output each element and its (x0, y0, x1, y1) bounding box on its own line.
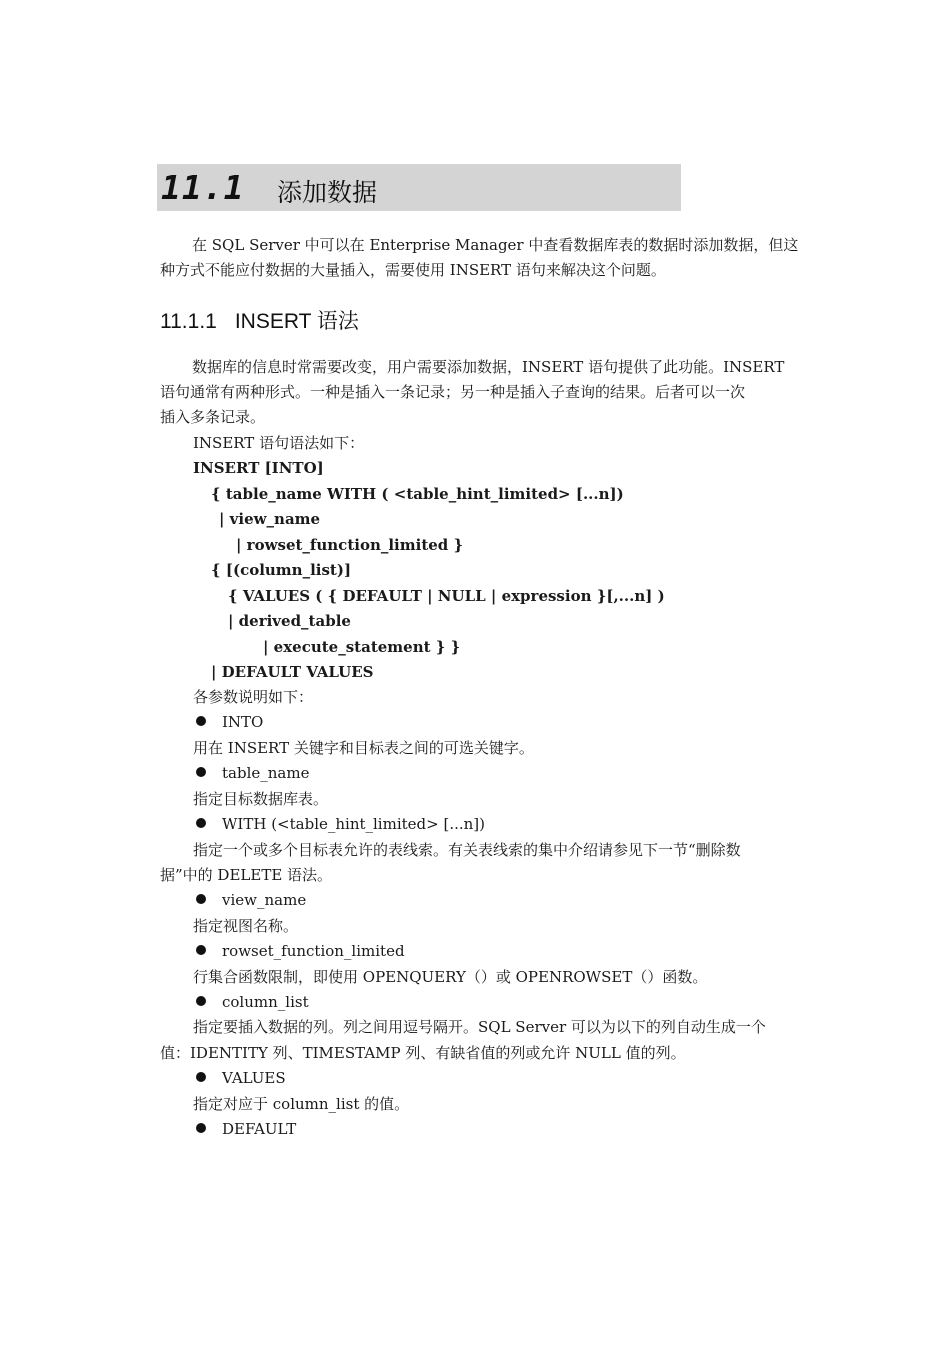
param-description: 指定一个或多个目标表允许的表线索。有关表线索的集中介绍请参见下一节“删除数 (193, 841, 741, 859)
param-description: 指定要插入数据的列。列之间用逗号隔开。SQL Server 可以为以下的列自动生成一个 (193, 1018, 766, 1036)
syntax-line: { table_name WITH ( <table_hint_limited> [...n]) (211, 485, 624, 503)
param-bullet: VALUES (196, 1066, 286, 1091)
param-description: 据”中的 DELETE 语法。 (160, 866, 333, 884)
bullet-dot-icon (196, 1072, 206, 1082)
section-number: 11.1 (161, 168, 245, 207)
param-bullet: column_list (196, 990, 309, 1015)
section-heading-bar (157, 164, 681, 211)
syntax-line: | derived_table (228, 612, 351, 630)
subsection-title: INSERT 语法 (234, 310, 359, 333)
param-bullet: DEFAULT (196, 1117, 296, 1142)
param-description: 指定对应于 column_list 的值。 (193, 1095, 410, 1113)
intro-line-1: 在 SQL Server 中可以在 Enterprise Manager 中查看数据库表的数据时添加数据，但这 (192, 236, 799, 254)
syntax-intro: INSERT 语句语法如下： (193, 434, 365, 452)
param-bullet: table_name (196, 761, 309, 786)
param-description: 用在 INSERT 关键字和目标表之间的可选关键字。 (193, 739, 534, 757)
intro-paragraph (160, 233, 836, 283)
bullet-dot-icon (196, 818, 206, 828)
param-bullet: rowset_function_limited (196, 939, 405, 964)
bullet-dot-icon (196, 1123, 206, 1133)
syntax-line: | rowset_function_limited } (236, 536, 464, 554)
param-description: 指定目标数据库表。 (193, 790, 329, 808)
intro-line-2: 种方式不能应付数据的大量插入，需要使用 INSERT 语句来解决这个问题。 (160, 261, 666, 279)
param-bullet: WITH (<table_hint_limited> [...n]) (196, 812, 485, 837)
section-title: 添加数据 (277, 178, 378, 207)
bullet-dot-icon (196, 894, 206, 904)
syntax-line: INSERT [INTO] (193, 459, 324, 477)
syntax-line: | execute_statement } } (263, 638, 461, 656)
para-line-2: 语句通常有两种形式。一种是插入一条记录；另一种是插入子查询的结果。后者可以一次 (160, 383, 746, 401)
param-bullet: view_name (196, 888, 306, 913)
syntax-line: | view_name (219, 510, 321, 528)
description-paragraph (160, 355, 836, 430)
param-description: 指定视图名称。 (193, 917, 299, 935)
bullet-dot-icon (196, 767, 206, 777)
subsection-number: 11.1.1 (160, 310, 217, 333)
syntax-line: | DEFAULT VALUES (211, 663, 374, 681)
syntax-line: { [(column_list)] (211, 561, 352, 579)
subsection-heading (160, 305, 359, 335)
bullet-dot-icon (196, 945, 206, 955)
param-bullet: INTO (196, 710, 263, 735)
param-description: 值：IDENTITY 列、TIMESTAMP 列、有缺省值的列或允许 NULL 值的列。 (160, 1044, 686, 1062)
param-description: 行集合函数限制，即使用 OPENQUERY（）或 OPENROWSET（）函数。 (193, 968, 708, 986)
params-intro: 各参数说明如下： (193, 688, 314, 706)
para-line-3: 插入多条记录。 (160, 408, 266, 426)
bullet-dot-icon (196, 716, 206, 726)
syntax-line: { VALUES ( { DEFAULT | NULL | expression }[,...n] ) (228, 587, 665, 605)
para-line-1: 数据库的信息时常需要改变，用户需要添加数据，INSERT 语句提供了此功能。INSERT (192, 358, 785, 376)
bullet-dot-icon (196, 996, 206, 1006)
